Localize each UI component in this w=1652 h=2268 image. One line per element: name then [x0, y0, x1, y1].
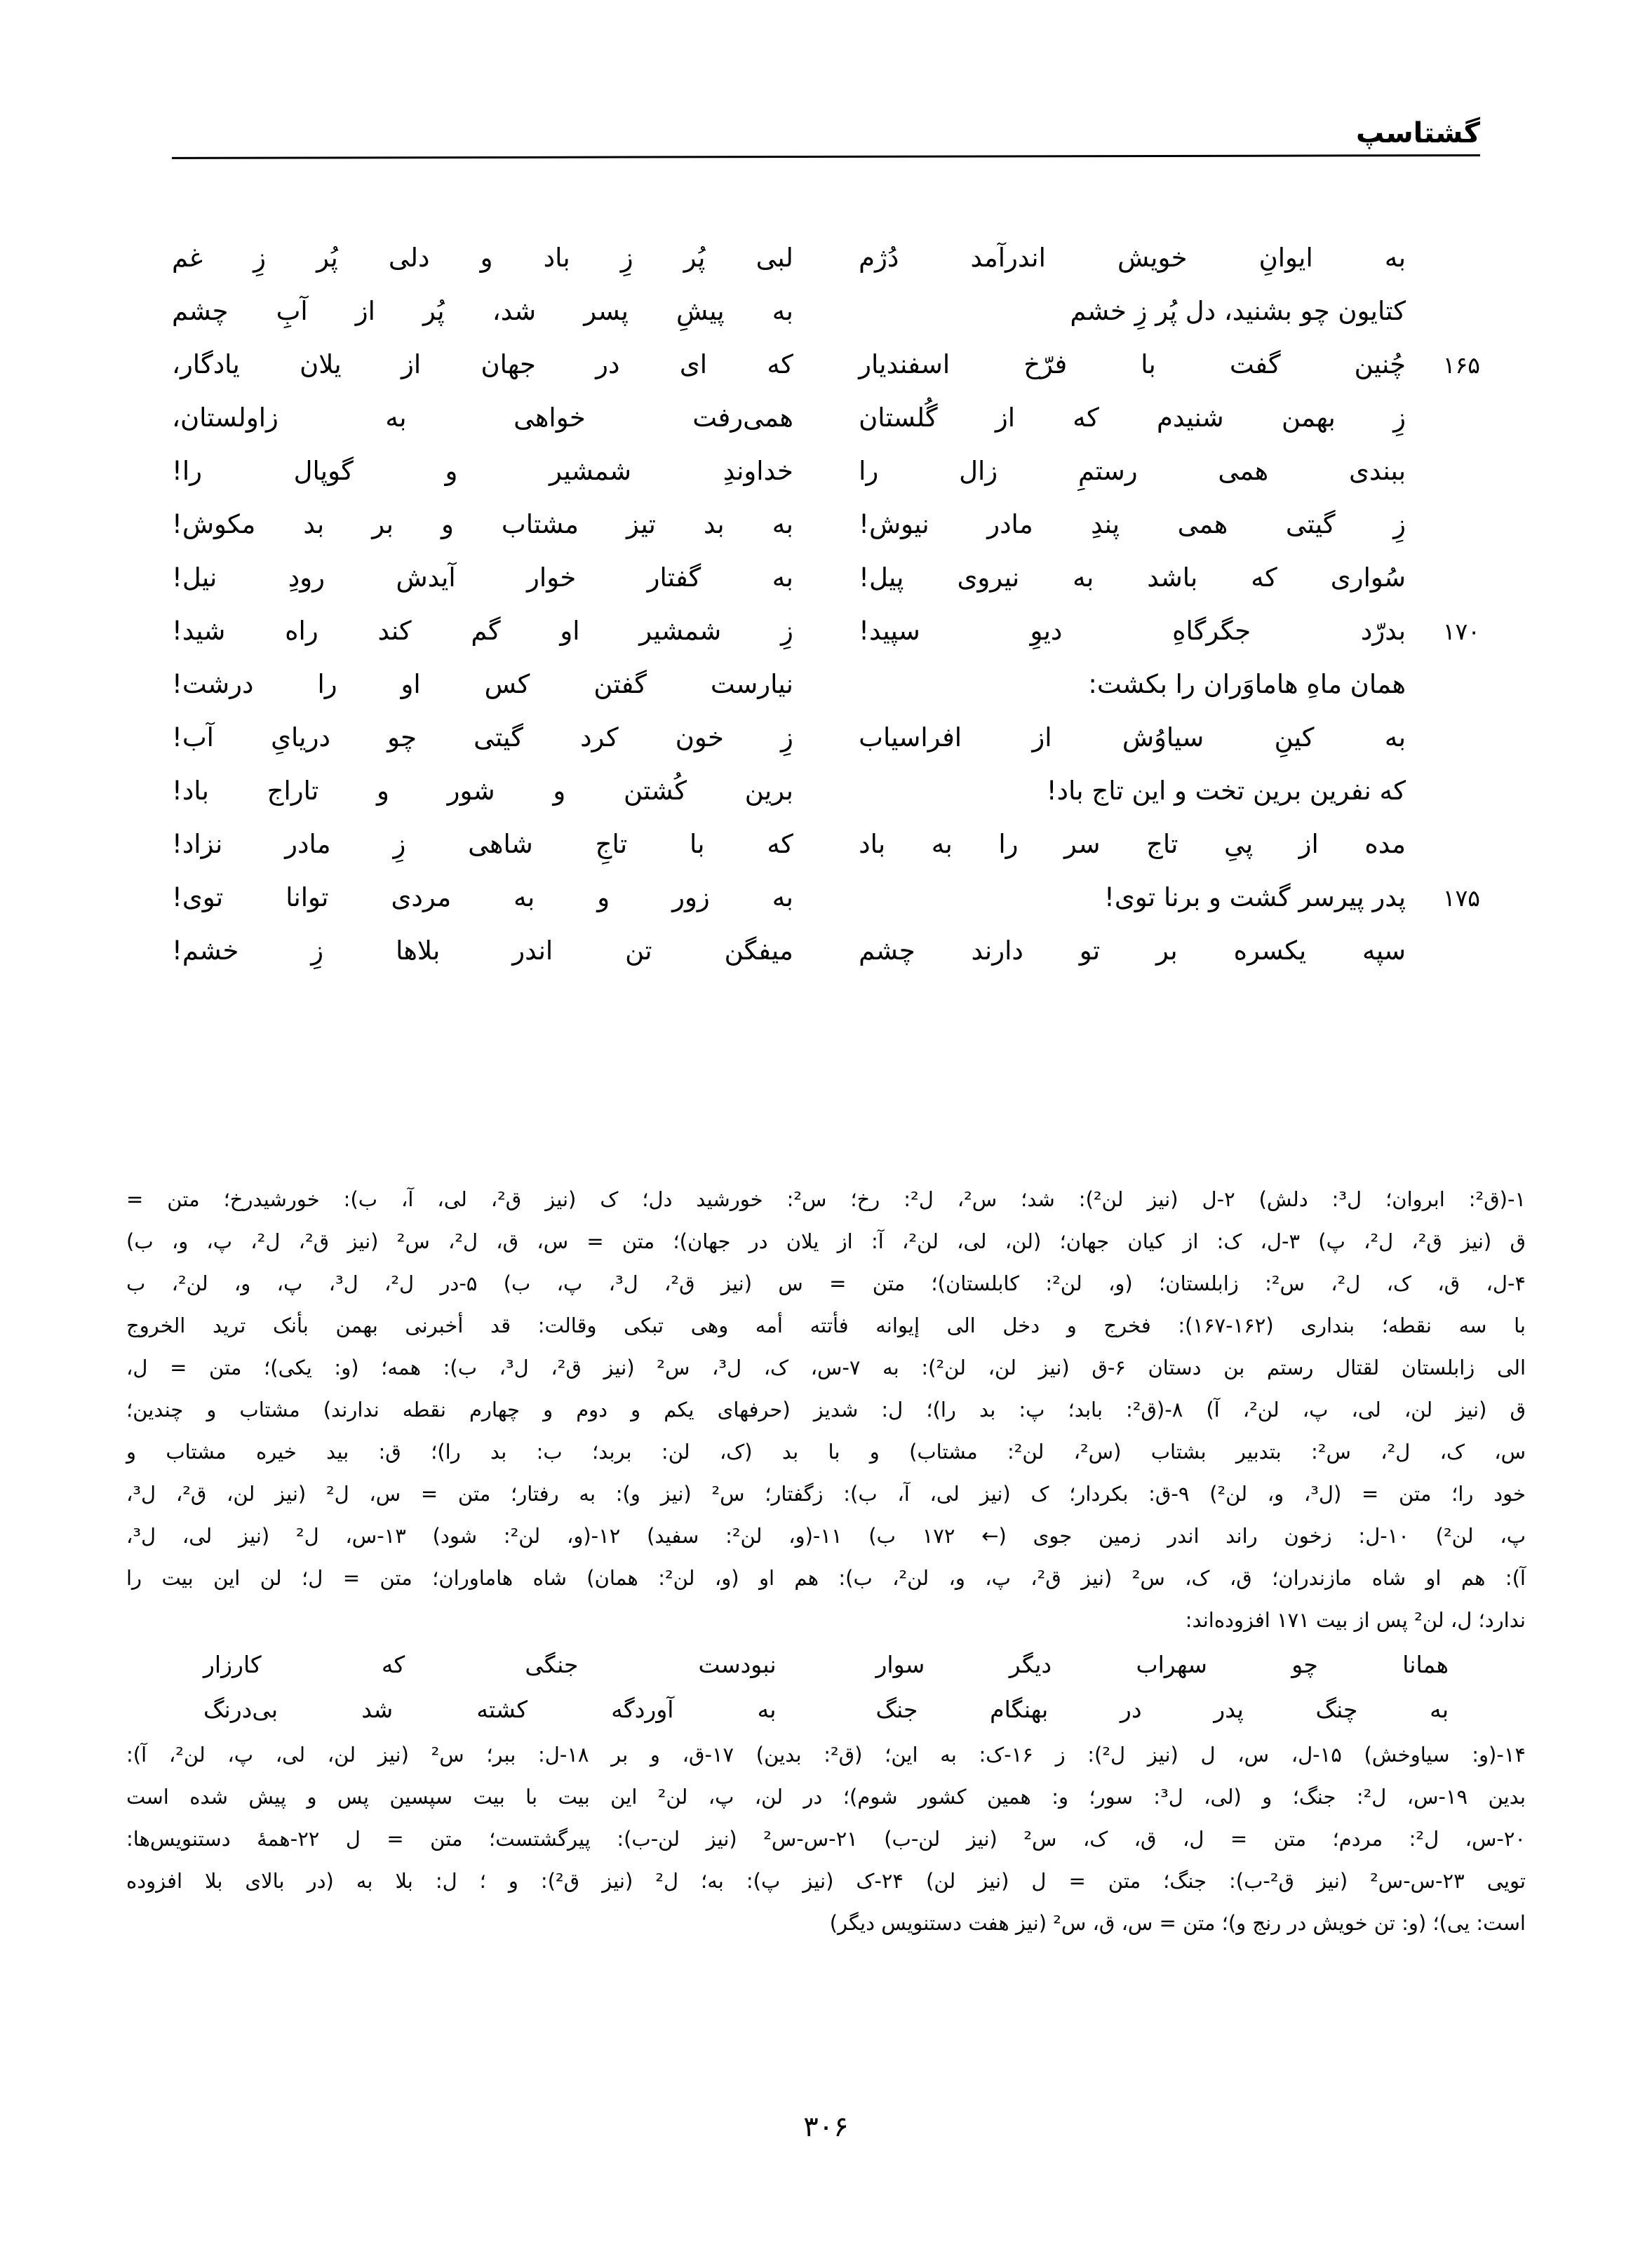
- verse-hemistich: به گفتار خوار آیدش رودِ نیل!: [172, 562, 793, 593]
- verse-number: ۱۷۰: [1442, 618, 1480, 645]
- verse-hemistich: زِ خون کرد گیتی چو دریایِ آب!: [172, 722, 793, 752]
- poetry-column-right: [852, 231, 1480, 978]
- inset-verse-row: [203, 1687, 1449, 1732]
- verse-row: [172, 924, 793, 978]
- inset-verse-block: [126, 1642, 1526, 1732]
- verse-text: پدر پیرسر گشت و برنا توی!: [1104, 882, 1406, 912]
- apparatus-line: تویی ۲۳-س-س² (نیز ق²-ب): جنگ؛ متن = ل (نیز لن) ۲۴-ک (نیز پ): به؛ ل² (نیز ق²): و ؛ ل: بلا به (در بالای بلا افزوده: [126, 1869, 1526, 1893]
- verse-hemistich: همی‌رفت خواهی به زاولستان،: [172, 403, 793, 433]
- verse-hemistich: به بد تیز مشتاب و بر بد مکوش!: [172, 509, 793, 539]
- verse-hemistich: [859, 285, 1406, 338]
- running-head-block: [172, 119, 1480, 156]
- verse-row: [859, 391, 1480, 445]
- verse-hemistich: به زور و به مردی توانا توی!: [172, 882, 793, 912]
- verse-row: [859, 231, 1480, 285]
- apparatus-line: است: یی)؛ (و: تن خویش در رنج و)؛ متن = س، ق، س² (نیز هفت دستنویس دیگر): [829, 1911, 1526, 1935]
- verse-row: [859, 285, 1480, 338]
- verse-hemistich: به کینِ سیاوُش از افراسیاب: [859, 722, 1406, 752]
- verse-row: [859, 764, 1480, 818]
- poetry-column-left: [172, 231, 800, 978]
- verse-row: [859, 871, 1480, 924]
- verse-hemistich: [859, 871, 1406, 924]
- apparatus-line: ۱-(ق²: ابروان؛ ل³: دلش) ۲-ل (نیز لن²): شد؛ س²، ل²: رخ؛ س²: خورشید دل؛ ک (نیز ق²، لی، آ، ب): خورشیدرخ؛ متن =: [126, 1187, 1526, 1211]
- verse-row: [859, 338, 1480, 391]
- verse-text: کتایون چو بشنید، دل پُر زِ خشم: [1070, 296, 1406, 326]
- apparatus-line: پ، لن²) ۱۰-ل: زخون راند اندر زمین جوی (← ۱۷۲ ب) ۱۱-(و، لن²: سفید) ۱۲-(و، لن²: شود) ۱۳-س، ل² (نیز لی، ل³،: [126, 1524, 1526, 1548]
- verse-hemistich: که با تاجِ شاهی زِ مادر نزاد!: [172, 829, 793, 859]
- apparatus-line: ق (نیز لن، لی، پ، لن²، آ) ۸-(ق²: بابد؛ پ: بد را)؛ ل: شدیز (حرفهای یکم و دوم و چهارم نقطه ندارند) مشتاب و چندین؛: [126, 1398, 1526, 1422]
- inset-hemistich-b: به آوردگه کشته شد بی‌درنگ: [203, 1696, 777, 1723]
- verse-text: همان ماهِ هاماوَران را بکشت:: [1088, 669, 1406, 699]
- apparatus-line: ۴-ل، ق، ک، ل²، س²: زابلستان؛ (و، لن²: کابلستان)؛ متن = س (نیز ق²، ل³، پ، ب) ۵-در ل²، ل³، پ، و، لن²، ب: [126, 1271, 1526, 1295]
- verse-text: که نفرین برین تخت و این تاج باد!: [1046, 776, 1406, 806]
- verse-hemistich: چُنین گفت با فرّخ اسفندیار: [859, 349, 1406, 379]
- verse-row: [172, 498, 793, 551]
- inset-hemistich-b: نبودست جنگی که کارزار: [203, 1651, 777, 1678]
- verse-hemistich: برین کُشتن و شور و تاراج باد!: [172, 776, 793, 806]
- poetry-block: [172, 231, 1480, 978]
- header-rule: [172, 154, 1480, 159]
- apparatus-line: با سه نقطه؛ بنداری (۱۶۲-۱۶۷): فخرج و دخل الی إیوانه فأتته أمه وهی تبکی وقالت: قد أخبرنی بهمن بأنک ترید الخروج: [126, 1314, 1526, 1337]
- verse-row: [859, 551, 1480, 605]
- verse-hemistich: به ایوانِ خویش اندرآمد دُژم: [859, 243, 1406, 273]
- apparatus-line: آ): هم او شاه مازندران؛ ق، ک، س² (نیز ق²، پ، و، لن²، ب): هم او (و، لن²: همان) شاه هاماوران؛ متن = ل؛ لن این بیت را: [126, 1566, 1526, 1590]
- verse-row: [172, 764, 793, 818]
- verse-hemistich: مده از پیِ تاج سر را به باد: [859, 829, 1406, 859]
- inset-verse-row: [203, 1642, 1449, 1687]
- apparatus-line: الی زابلستان لقتال رستم بن دستان ۶-ق (نیز لن، لن²): به ۷-س، ک، ل³، س² (نیز ق²، ل³، ب): همه؛ (و: یکی)؛ متن = ل،: [126, 1356, 1526, 1379]
- verse-row: [172, 818, 793, 871]
- verse-row: [172, 711, 793, 764]
- verse-row: [172, 285, 793, 338]
- inset-hemistich-a: همانا چو سهراب دیگر سوار: [875, 1651, 1449, 1678]
- verse-number: ۱۷۵: [1442, 884, 1480, 912]
- apparatus-line: خود را؛ متن = (ل³، و، لن²) ۹-ق: بکردار؛ ک (نیز لی، آ، ب): زگفتار؛ س² (نیز و): به رفتار؛ متن = س، ل² (نیز لن، ق²، ل³،: [126, 1482, 1526, 1506]
- verse-hemistich: زِ گیتی همی پندِ مادر نیوش!: [859, 509, 1406, 539]
- verse-hemistich: لبی پُر زِ باد و دلی پُر زِ غم: [172, 243, 793, 273]
- apparatus-line: ۲۰-س، ل²: مردم؛ متن = ل، ق، ک، س² (نیز لن-ب) ۲۱-س-س² (نیز لن-ب): پیرگشتست؛ متن = ل ۲۲-همهٔ دستنویس‌ها:: [126, 1827, 1526, 1851]
- verse-row: [172, 338, 793, 391]
- apparatus-line: ۱۴-(و: سیاوخش) ۱۵-ل، س، ل (نیز ل²): ز ۱۶-ک: به این؛ (ق²: بدین) ۱۷-ق، و بر ۱۸-ل: ببر؛ س² (نیز لن، لی، پ، لن²، آ):: [126, 1743, 1526, 1767]
- apparatus-line: ق (نیز ق²، ل²، پ) ۳-ل، ک: از کیان جهان؛ (لن، لی، لن²، آ: از یلان در جهان)؛ متن = س، ق، ل²، س² (نیز ق²، ل²، پ، و، ب): [126, 1229, 1526, 1253]
- verse-row: [859, 924, 1480, 978]
- apparatus-line: ندارد؛ ل، لن² پس از بیت ۱۷۱ افزوده‌اند:: [1185, 1608, 1526, 1632]
- verse-row: [859, 711, 1480, 764]
- inset-hemistich-a: به چنگ پدر در بهنگام جنگ: [875, 1696, 1449, 1723]
- verse-hemistich: که ای در جهان از یلان یادگار،: [172, 349, 793, 379]
- verse-hemistich: سپه یکسره بر تو دارند چشم: [859, 936, 1406, 966]
- verse-number: ۱۶۵: [1442, 351, 1480, 379]
- verse-hemistich: نیارست گفتن کس او را درشت!: [172, 669, 793, 699]
- verse-row: [172, 871, 793, 924]
- critical-apparatus: [126, 1178, 1526, 1944]
- verse-row: [172, 605, 793, 658]
- verse-hemistich: به پیشِ پسر شد، پُر از آبِ چشم: [172, 296, 793, 326]
- verse-hemistich: ببندی همی رستمِ زال را: [859, 456, 1406, 486]
- running-head-title: گشتاسپ: [1356, 117, 1480, 149]
- verse-row: [859, 658, 1480, 711]
- verse-row: [172, 445, 793, 498]
- verse-row: [859, 498, 1480, 551]
- apparatus-line: س، ک، ل²، س²: بتدبیر بشتاب (س²، لن²: مشتاب) و با بد (ک، لن: بربد؛ ب: بد را)؛ ق: بید خیره مشتاب و: [126, 1440, 1526, 1464]
- page-number: ۳۰۶: [803, 2111, 849, 2143]
- verse-row: [172, 231, 793, 285]
- verse-hemistich: بدرّد جگرگاهِ دیوِ سپید!: [859, 616, 1406, 646]
- verse-row: [172, 391, 793, 445]
- apparatus-line: بدین ۱۹-س، ل²: جنگ؛ و (لی، ل³: سور؛ و: همین کشور شوم)؛ در لن، پ، لن² این بیت با بیت سپسین پس و پیش شده است: [126, 1785, 1526, 1809]
- verse-row: [859, 605, 1480, 658]
- verse-row: [859, 445, 1480, 498]
- verse-row: [172, 551, 793, 605]
- verse-row: [172, 658, 793, 711]
- verse-hemistich: سُواری که باشد به نیروی پیل!: [859, 562, 1406, 593]
- verse-row: [859, 818, 1480, 871]
- verse-hemistich: [859, 658, 1406, 711]
- verse-hemistich: میفگن تن اندر بلاها زِ خشم!: [172, 936, 793, 966]
- verse-hemistich: خداوندِ شمشیر و گوپال را!: [172, 456, 793, 486]
- verse-hemistich: [859, 764, 1406, 818]
- verse-hemistich: زِ بهمن شنیدم که از گُلستان: [859, 403, 1406, 433]
- verse-hemistich: زِ شمشیر او گم کند راه شید!: [172, 616, 793, 646]
